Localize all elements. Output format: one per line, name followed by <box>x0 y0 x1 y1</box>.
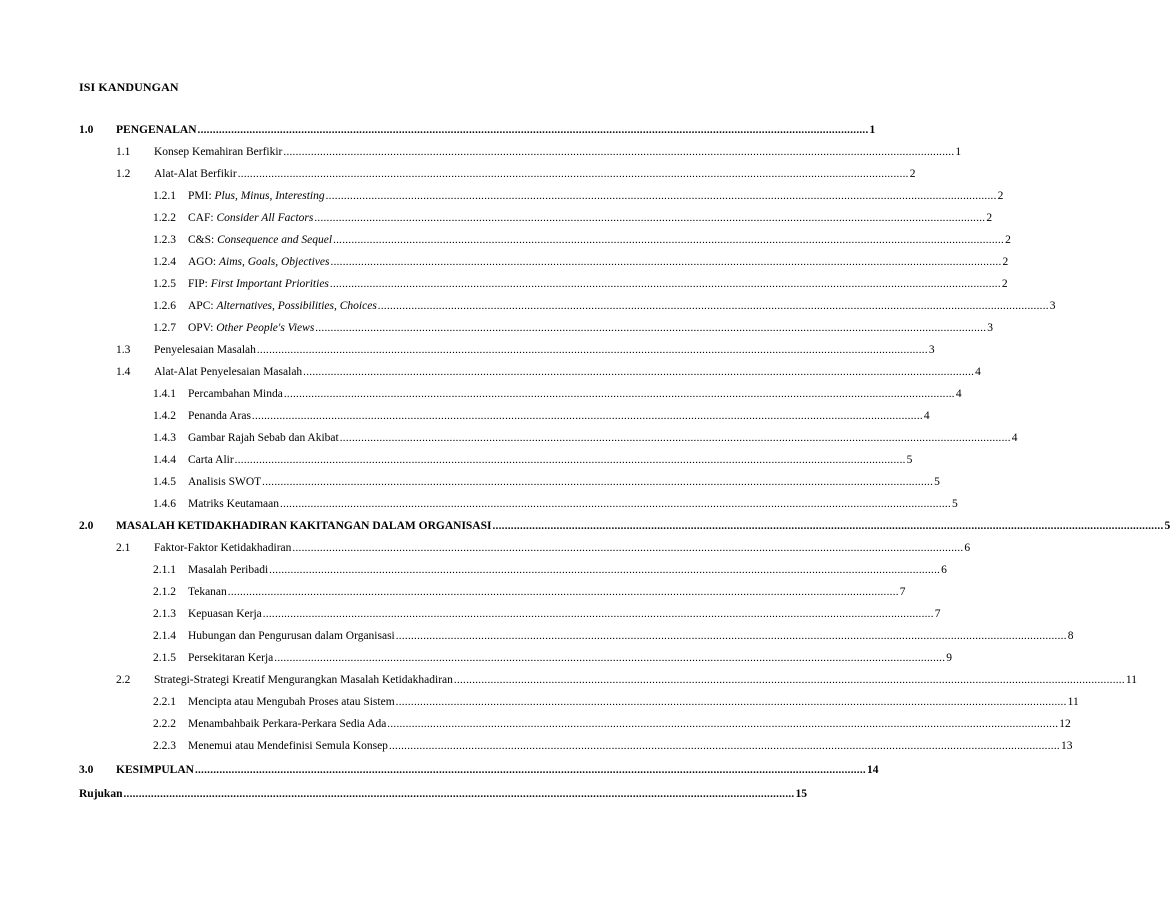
toc-entry-number: 2.1.3 <box>153 608 176 620</box>
toc-entry-page-number: 14 <box>866 764 879 776</box>
toc-entry <box>153 429 1018 445</box>
dot-leader: ............................................................................................................................................................................................................................ <box>194 764 866 776</box>
toc-entry-title-text: Menemui atau Mendefinisi Semula Konsep <box>188 740 388 752</box>
toc-entry-title-italic: Consequence and Sequel <box>217 234 333 246</box>
toc-entry-number: 1.0 <box>79 124 94 136</box>
dot-leader: ............................................................................................................................................................................................................................ <box>197 124 869 136</box>
toc-entry-title <box>188 189 325 203</box>
toc-entry-number: 1.4.2 <box>153 410 176 422</box>
toc-entry-title <box>188 431 339 445</box>
toc-entry-page-number: 7 <box>934 608 941 620</box>
dot-leader: ............................................................................................................................................................................................................................ <box>283 388 955 400</box>
dot-leader: ............................................................................................................................................................................................................................ <box>492 520 1164 532</box>
toc-entry <box>153 319 994 335</box>
toc-entry-page-number: 12 <box>1059 718 1071 730</box>
toc-entry <box>153 209 993 225</box>
toc-entry-page-number: 3 <box>928 344 935 356</box>
toc-entry-page-number: 1 <box>955 146 962 158</box>
toc-entry-title <box>188 739 388 753</box>
toc-entry <box>153 385 962 401</box>
toc-entry-title-text: KESIMPULAN <box>116 764 194 776</box>
toc-entry-number: 2.1 <box>116 542 131 554</box>
toc-entry <box>153 187 1004 203</box>
dot-leader: ............................................................................................................................................................................................................................ <box>303 366 975 378</box>
toc-entry-title-text: Kepuasan Kerja <box>188 608 262 620</box>
toc-entry-page-number: 5 <box>952 498 958 510</box>
toc-entry-title <box>188 585 227 599</box>
toc-entry-title-text: Matriks Keutamaan <box>188 498 280 510</box>
toc-entry-number: 2.2.1 <box>153 696 176 708</box>
toc-entry <box>116 143 962 159</box>
toc-entry <box>153 231 1011 247</box>
toc-entry-title-italic: Alternatives, Possibilities, Choices <box>216 300 377 312</box>
toc-entry-title-text: CAF: <box>188 212 217 224</box>
dot-leader: ............................................................................................................................................................................................................................ <box>269 564 941 576</box>
toc-entry-title-text: MASALAH KETIDAKHADIRAN KAKITANGAN DALAM ORGANISASI <box>116 520 492 532</box>
dot-leader: ............................................................................................................................................................................................................................ <box>395 630 1067 642</box>
toc-entry-page-number: 2 <box>1002 256 1009 268</box>
dot-leader: ............................................................................................................................................................................................................................ <box>325 190 997 202</box>
toc-entry-page-number: 7 <box>899 586 906 598</box>
toc-entry-title <box>116 519 492 533</box>
toc-entry-title <box>154 365 302 379</box>
dot-leader: ............................................................................................................................................................................................................................ <box>453 674 1125 686</box>
dot-leader: ............................................................................................................................................................................................................................ <box>274 652 946 664</box>
toc-entry-title-text: Penanda Aras <box>188 410 251 422</box>
toc-entry-number: 1.2.7 <box>153 322 176 334</box>
toc-entry-page-number: 4 <box>955 388 962 400</box>
toc-entry-page-number: 15 <box>795 788 807 800</box>
toc-entry-title-text: Rujukan <box>79 788 123 800</box>
toc-entry-title-text: Mencipta atau Mengubah Proses atau Sistem <box>188 696 395 708</box>
toc-entry-title-text: Strategi-Strategi Kreatif Mengurangkan Masalah Ketidakhadiran <box>154 674 453 686</box>
toc-entry-title <box>188 497 279 511</box>
toc-entry <box>116 165 916 181</box>
toc-entry-title-text: Carta Alir <box>188 454 234 466</box>
toc-entry-page-number: 9 <box>946 652 953 664</box>
toc-entry <box>153 737 1073 753</box>
dot-leader: ............................................................................................................................................................................................................................ <box>333 234 1005 246</box>
toc-entry-title-text: FIP: <box>188 278 211 290</box>
toc-entry-title <box>154 167 237 181</box>
toc-entry-page-number: 2 <box>909 168 916 180</box>
toc-entry <box>153 297 1056 313</box>
toc-entry-title <box>188 255 330 269</box>
toc-entry-title <box>188 629 395 643</box>
dot-leader: ............................................................................................................................................................................................................................ <box>123 788 795 800</box>
toc-entry-title-text: APC: <box>188 300 217 312</box>
toc-entry-number: 1.4.4 <box>153 454 176 466</box>
toc-entry-number: 1.4.1 <box>153 388 176 400</box>
toc-entry-title-italic: First Important Priorities <box>210 278 329 290</box>
toc-entry-title <box>154 145 282 159</box>
dot-leader: ............................................................................................................................................................................................................................ <box>329 278 1001 290</box>
toc-entry-title <box>79 787 122 801</box>
dot-leader: ............................................................................................................................................................................................................................ <box>280 498 952 510</box>
toc-entry <box>153 495 958 511</box>
toc-entry-page-number: 11 <box>1125 674 1137 686</box>
toc-entry-number: 1.2.2 <box>153 212 176 224</box>
toc-entry-title <box>188 299 377 313</box>
toc-entry-title <box>188 321 314 335</box>
toc-entry-page-number: 3 <box>1049 300 1056 312</box>
toc-entry-number: 2.1.4 <box>153 630 176 642</box>
toc-entry-title-text: Menambahbaik Perkara-Perkara Sedia Ada <box>188 718 387 730</box>
toc-entry <box>153 473 940 489</box>
toc-entry-number: 1.2.3 <box>153 234 176 246</box>
toc-entry-title <box>188 277 329 291</box>
dot-leader: ............................................................................................................................................................................................................................ <box>292 542 964 554</box>
toc-entry-title <box>188 651 273 665</box>
toc-entry-number: 1.4.5 <box>153 476 176 488</box>
dot-leader: ............................................................................................................................................................................................................................ <box>256 344 928 356</box>
toc-entry-title <box>188 387 283 401</box>
toc-entry-title-italic: Other People's Views <box>216 322 315 334</box>
toc-entry <box>153 649 953 665</box>
toc-entry-title-text: Alat-Alat Penyelesaian Masalah <box>154 366 303 378</box>
toc-entry <box>153 561 947 577</box>
dot-leader: ............................................................................................................................................................................................................................ <box>251 410 923 422</box>
toc-entry-number: 1.2 <box>116 168 131 180</box>
toc-entry-number: 3.0 <box>79 764 94 776</box>
dot-leader: ............................................................................................................................................................................................................................ <box>388 740 1060 752</box>
dot-leader: ............................................................................................................................................................................................................................ <box>234 454 906 466</box>
toc-entry-page-number: 3 <box>987 322 994 334</box>
toc-entry-number: 1.2.4 <box>153 256 176 268</box>
dot-leader: ............................................................................................................................................................................................................................ <box>227 586 899 598</box>
toc-entry-number: 1.4.6 <box>153 498 176 510</box>
toc-entry-number: 2.0 <box>79 520 94 532</box>
toc-entry-title-text: Penyelesaian Masalah <box>154 344 256 356</box>
page-title: ISI KANDUNGAN <box>79 80 179 94</box>
toc-entry-title-text: Hubungan dan Pengurusan dalam Organisasi <box>188 630 395 642</box>
toc-entry <box>153 583 906 599</box>
toc-entry <box>153 407 930 423</box>
toc-entry-title-text: Gambar Rajah Sebab dan Akibat <box>188 432 339 444</box>
toc-entry-title-text: Faktor-Faktor Ketidakhadiran <box>154 542 292 554</box>
toc-entry <box>153 627 1074 643</box>
toc-entry-title-italic: Consider All Factors <box>216 212 314 224</box>
toc-entry-page-number: 5 <box>934 476 940 488</box>
toc-entry-number: 2.1.2 <box>153 586 176 598</box>
toc-entry-page-number: 2 <box>1005 234 1011 246</box>
dot-leader: ............................................................................................................................................................................................................................ <box>377 300 1049 312</box>
toc-entry-number: 2.2.2 <box>153 718 176 730</box>
toc-entry-page-number: 5 <box>1164 520 1170 532</box>
toc-entry <box>79 785 807 801</box>
toc-entry-title-text: Analisis SWOT <box>188 476 262 488</box>
toc-entry-page-number: 4 <box>1011 432 1018 444</box>
toc-entry <box>153 253 1009 269</box>
dot-leader: ............................................................................................................................................................................................................................ <box>315 322 987 334</box>
dot-leader: ............................................................................................................................................................................................................................ <box>262 476 934 488</box>
toc-entry-page-number: 6 <box>941 564 947 576</box>
toc-entry <box>153 715 1071 731</box>
toc-entry-title-text: OPV: <box>188 322 217 334</box>
toc-entry-title-text: AGO: <box>188 256 219 268</box>
toc-entry <box>153 451 913 467</box>
toc-entry-number: 1.4 <box>116 366 131 378</box>
toc-entry-title <box>188 211 313 225</box>
toc-entry-title-text: Persekitaran Kerja <box>188 652 274 664</box>
dot-leader: ............................................................................................................................................................................................................................ <box>237 168 909 180</box>
toc-entry-number: 1.1 <box>116 146 131 158</box>
toc-entry <box>116 539 971 555</box>
toc-entry-page-number: 2 <box>997 190 1004 202</box>
toc-entry-title <box>188 695 395 709</box>
toc-entry <box>116 363 981 379</box>
toc-entry-page-number: 6 <box>964 542 971 554</box>
toc-entry-title <box>188 717 386 731</box>
toc-entry <box>116 671 1137 687</box>
toc-entry <box>79 761 879 777</box>
toc-entry-number: 1.3 <box>116 344 131 356</box>
toc-entry-title-italic: Plus, Minus, Interesting <box>214 190 325 202</box>
toc-entry-page-number: 1 <box>869 124 876 136</box>
toc-entry-title <box>154 343 256 357</box>
toc-entry-number: 1.2.1 <box>153 190 176 202</box>
dot-leader: ............................................................................................................................................................................................................................ <box>395 696 1067 708</box>
toc-entry-title <box>188 563 268 577</box>
toc-entry-title <box>188 453 234 467</box>
toc-entry-number: 2.2 <box>116 674 131 686</box>
toc-entry <box>116 341 935 357</box>
toc-entry-page-number: 4 <box>975 366 981 378</box>
toc-entry-title-text: PENGENALAN <box>116 124 197 136</box>
toc-entry-page-number: 4 <box>923 410 930 422</box>
toc-entry-page-number: 5 <box>906 454 913 466</box>
toc-entry-title-text: C&S: <box>188 234 218 246</box>
dot-leader: ............................................................................................................................................................................................................................ <box>387 718 1059 730</box>
toc-entry-title <box>188 607 262 621</box>
toc-entry-title <box>154 673 453 687</box>
toc-entry-number: 1.2.6 <box>153 300 176 312</box>
toc-entry-number: 1.4.3 <box>153 432 176 444</box>
toc-entry-title <box>188 409 251 423</box>
dot-leader: ............................................................................................................................................................................................................................ <box>330 256 1002 268</box>
toc-entry-title-text: Masalah Peribadi <box>188 564 269 576</box>
toc-entry-title-italic: Aims, Goals, Objectives <box>219 256 330 268</box>
toc-entry-title <box>154 541 291 555</box>
toc-entry-number: 2.1.1 <box>153 564 176 576</box>
toc-entry <box>153 693 1079 709</box>
toc-entry <box>153 605 941 621</box>
toc-entry-page-number: 11 <box>1067 696 1079 708</box>
dot-leader: ............................................................................................................................................................................................................................ <box>339 432 1011 444</box>
toc-entry-title-text: Tekanan <box>188 586 227 598</box>
dot-leader: ............................................................................................................................................................................................................................ <box>314 212 986 224</box>
toc-entry <box>79 517 1170 533</box>
toc-entry-page-number: 8 <box>1067 630 1074 642</box>
toc-entry-title-text: Percambahan Minda <box>188 388 283 400</box>
toc-entry-number: 2.1.5 <box>153 652 176 664</box>
toc-entry-title <box>188 475 261 489</box>
toc-entry-page-number: 2 <box>1001 278 1008 290</box>
toc-entry-title <box>116 763 194 777</box>
toc-entry-page-number: 2 <box>986 212 993 224</box>
toc-entry-number: 2.2.3 <box>153 740 176 752</box>
toc-entry <box>79 121 876 137</box>
toc-entry <box>153 275 1008 291</box>
toc-entry-title-text: Alat-Alat Berfikir <box>154 168 237 180</box>
toc-entry-number: 1.2.5 <box>153 278 176 290</box>
toc-entry-title <box>116 123 197 137</box>
toc-entry-title-text: Konsep Kemahiran Berfikir <box>154 146 283 158</box>
toc-entry-title-text: PMI: <box>188 190 215 202</box>
dot-leader: ............................................................................................................................................................................................................................ <box>262 608 934 620</box>
dot-leader: ............................................................................................................................................................................................................................ <box>283 146 955 158</box>
toc-entry-title <box>188 233 332 247</box>
toc-entry-page-number: 13 <box>1060 740 1073 752</box>
